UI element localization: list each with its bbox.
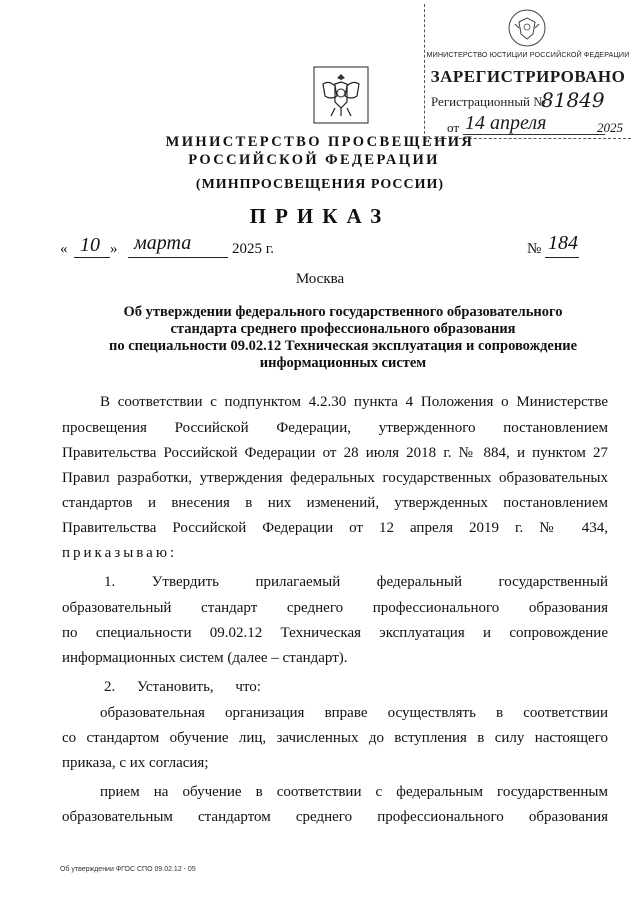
order-number: 184: [548, 232, 578, 254]
body-line: со стандартом обучение лиц, зачисленных до вступления в силу настоящего: [62, 730, 608, 746]
body-line: по специальности 09.02.12 Техническая эксплуатация и сопровождение: [62, 625, 608, 641]
stamp-date-prefix: от: [447, 120, 460, 135]
stamp-ministry: МИНИСТЕРСТВО ЮСТИЦИИ РОССИЙСКОЙ ФЕДЕРАЦИИ: [426, 50, 630, 59]
number-sign: №: [527, 241, 542, 257]
registration-stamp: [424, 4, 631, 139]
stamp-date-year: 2025: [597, 120, 623, 135]
coat-of-arms-icon: [313, 66, 369, 124]
ministry-short-name: (МИНПРОСВЕЩЕНИЯ РОССИИ): [195, 177, 445, 192]
body-line: образовательная организация вправе осуществлять в соответствии: [100, 705, 608, 721]
date-year: 2025 г.: [232, 241, 274, 257]
date-quote-close: »: [110, 241, 118, 257]
document-type: ПРИКАЗ: [249, 204, 391, 228]
body-line: приказа, с их согласия;: [62, 755, 209, 771]
stamp-date-handwritten: 14 апреля: [465, 112, 547, 134]
title-line: информационных систем: [259, 355, 427, 371]
body-line: просвещения Российской Федерации, утвержденного постановлением: [62, 420, 608, 436]
body-line: прием на обучение в соответствии с федеральным государственным: [100, 784, 608, 800]
body-line: образовательным стандартом среднего профессионального образования: [62, 809, 608, 825]
stamp-reg-number: 81849: [541, 88, 605, 112]
body-line: приказываю:: [62, 545, 178, 561]
footer-note: Об утверждении ФГОС СПО 09.02.12 - 05: [60, 866, 196, 873]
order-title: [80, 304, 606, 372]
body-line: В соответствии с подпунктом 4.2.30 пункта 4 Положения о Министерстве: [100, 394, 608, 410]
body-line: Правительства Российской Федерации от 28 июля 2018 г. № 884, и пунктом 27: [62, 445, 608, 461]
city: Москва: [295, 271, 345, 287]
stamp-reg-label: Регистрационный №: [431, 94, 546, 109]
title-line: по специальности 09.02.12 Техническая эксплуатация и сопровождение: [108, 338, 578, 354]
ministry-name-line1: МИНИСТЕРСТВО ПРОСВЕЩЕНИЯ: [165, 134, 475, 150]
body-line: Правил разработки, утверждения федеральных государственных образовательных: [62, 470, 608, 486]
title-line: стандарта среднего профессионального образования: [170, 321, 516, 337]
body-line: 2. Установить, что:: [104, 679, 261, 695]
stamp-status: ЗАРЕГИСТРИРОВАНО: [430, 67, 626, 86]
number-underline: [545, 257, 579, 258]
date-quote-open: «: [60, 241, 68, 257]
body-line: информационных систем (далее – стандарт).: [62, 650, 348, 666]
body-line: стандартов и внесения в них изменений, утвержденных постановлением: [62, 495, 608, 511]
body-line: Правительства Российской Федерации от 12 апреля 2019 г. № 434,: [62, 520, 608, 536]
body-line: образовательный стандарт среднего профессионального образования: [62, 600, 608, 616]
month-underline: [128, 257, 228, 258]
date-day: 10: [80, 234, 100, 256]
stamp-emblem-icon: [507, 8, 547, 48]
body-line: 1. Утвердить прилагаемый федеральный государственный: [104, 574, 608, 590]
title-line: Об утверждении федерального государственного образовательного: [123, 304, 563, 320]
day-underline: [74, 257, 110, 258]
date-month: марта: [134, 232, 192, 254]
ministry-name-line2: РОССИЙСКОЙ ФЕДЕРАЦИИ: [188, 152, 440, 168]
